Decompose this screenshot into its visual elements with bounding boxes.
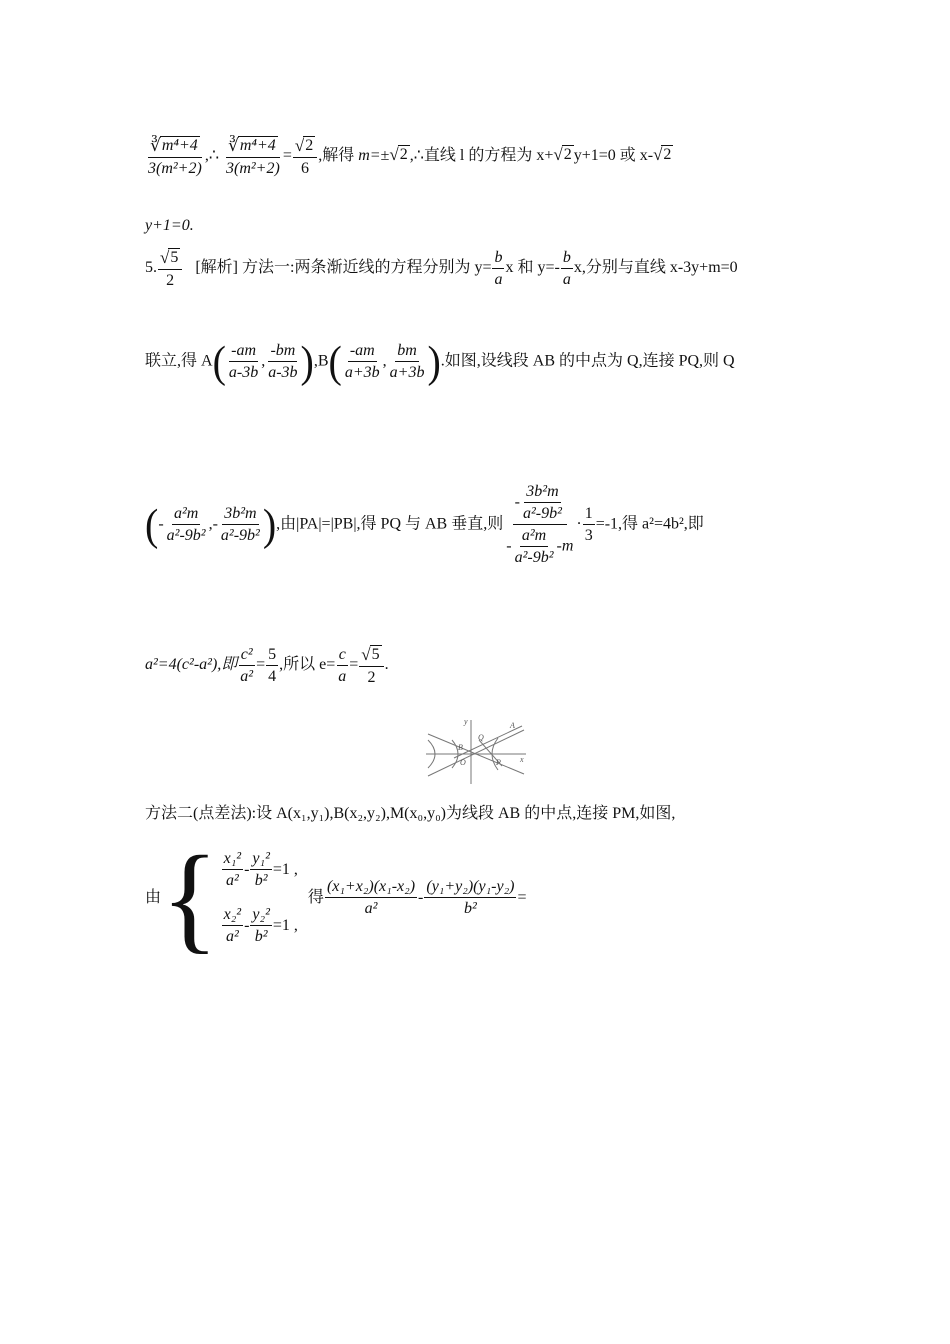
equation-system: $\frac{\text{x₁²}}{\text{a²}}$ - $\frac{\text{y₁²}}{\text{b²}}$ =1 , $\frac{\text{x₂²}}{\text{a²}}$ - $\frac{\text{y₂²}}{\text{b²}}$ =1 , [223, 850, 298, 945]
fraction: $\frac{b}{a}$ [562, 248, 571, 288]
fraction: $\frac{5}{4}$ [268, 645, 277, 685]
line-1: ∛ m⁴+4 3(m²+2) ,∴ ∛ m⁴+4 3(m²+2) = √ 2 6 ,解得 m=± √ 2 ,∴直线 l 的方程为 x+ √ 2 y+1=0 或 x- √ 2 [148, 136, 672, 177]
line-5: (- $\frac{\text{a²m}}{\text{a²-9b²}}$ ,- $\frac{\text{3b²m}}{\text{a²-9b²}}$ ),由|PA|=|PB|,得 PQ 与 AB 垂直,则 - $\frac{\text{3b²m}}{\text{a²-9b²}}$ - $\frac{\text{a²m}}{\text{a²-9b²}}$ -m · $\frac{1}{3}$ =-1,得 a²=4b²,即 [145, 483, 704, 566]
brace: { [161, 831, 219, 964]
label-y: y [464, 717, 468, 726]
fraction: - $\frac{\text{3b²m}}{\text{a²-9b²}}$ - $\frac{\text{a²m}}{\text{a²-9b²}}$ -m [506, 483, 574, 566]
line-8: 由 { $\frac{\text{x₁²}}{\text{a²}}$ - $\frac{\text{y₁²}}{\text{b²}}$ =1 , $\frac{\text{x₂²}}{\text{a²}}$ - $\frac{\text{y₂²}}{\text{b²}}$ =1 , 得 $\frac{\text{(x₁+x₂)(x₁-x₂)}}{\text{a²}}$ - $\frac{\text{(y₁+y₂)(y₁-y₂)}}{\text{b²}}$ = [145, 831, 527, 964]
label-q: Q [478, 733, 484, 742]
fraction: $\frac{\text{c²}}{\text{a²}}$ [240, 645, 254, 685]
label-p: P [496, 758, 501, 767]
label-x: x [520, 755, 524, 764]
fraction: $\frac{\text{(y₁+y₂)(y₁-y₂)}}{\text{b²}}$ [426, 878, 515, 917]
line-3: 5. √ 5 2 [解析] 方法一:两条渐近线的方程分别为 y= $\frac{b}{a}$ x 和 y=- $\frac{b}{a}$ x,分别与直线 x-3y+m=0 [145, 248, 738, 289]
fraction: $\frac{\text{a²m}}{\text{a²-9b²}}$ [166, 505, 206, 544]
fraction: $\frac{bm}{a+3b}$ [389, 342, 425, 381]
asymptote-1 [428, 730, 524, 776]
line-7: 方法二(点差法):设 A(x₁,y₁),B(x₂,y₂),M(x₀,y₀)为线段 AB 的中点,连接 PM,如图, [145, 805, 676, 822]
line-6: a²=4(c²-a²),即 $\frac{\text{c²}}{\text{a²}}$ = $\frac{5}{4}$ ,所以 e= $\frac{c}{a}$ = √ 5 2 . [145, 645, 389, 686]
fraction: $\frac{-bm}{a-3b}$ [268, 342, 298, 381]
fraction: ∛ m⁴+4 3(m²+2) [148, 136, 202, 177]
line-AB [454, 726, 522, 758]
label-b: B [458, 743, 463, 752]
fraction: $\frac{\text{3b²m}}{\text{a²-9b²}}$ [220, 505, 260, 544]
fraction: $\frac{-am}{a-3b}$ [228, 342, 259, 381]
label-a: A [510, 721, 515, 730]
fraction: √ 5 2 [158, 248, 182, 289]
fraction: $\frac{-am}{a+3b}$ [344, 342, 380, 381]
fraction: $\frac{c}{a}$ [338, 645, 347, 685]
hyperbola-figure [424, 716, 530, 786]
fraction: √ 5 2 [359, 645, 383, 686]
label-o: O [460, 758, 466, 767]
fraction: √ 2 6 [293, 136, 317, 177]
fraction: $\frac{\text{(x₁+x₂)(x₁-x₂)}}{\text{a²}}$ [326, 878, 416, 917]
fraction: $\frac{1}{3}$ [584, 505, 593, 544]
line-4: 联立,得 A( $\frac{-am}{a-3b}$ , $\frac{-bm}{a-3b}$ ),B( $\frac{-am}{a+3b}$ , $\frac{bm}{a+3b}$ ).如图,设线段 AB 的中点为 Q,连接 PQ,则 Q [145, 336, 735, 387]
fraction: ∛ m⁴+4 3(m²+2) [226, 136, 280, 177]
line-2: y+1=0. [145, 217, 194, 234]
fraction: $\frac{b}{a}$ [494, 248, 503, 288]
